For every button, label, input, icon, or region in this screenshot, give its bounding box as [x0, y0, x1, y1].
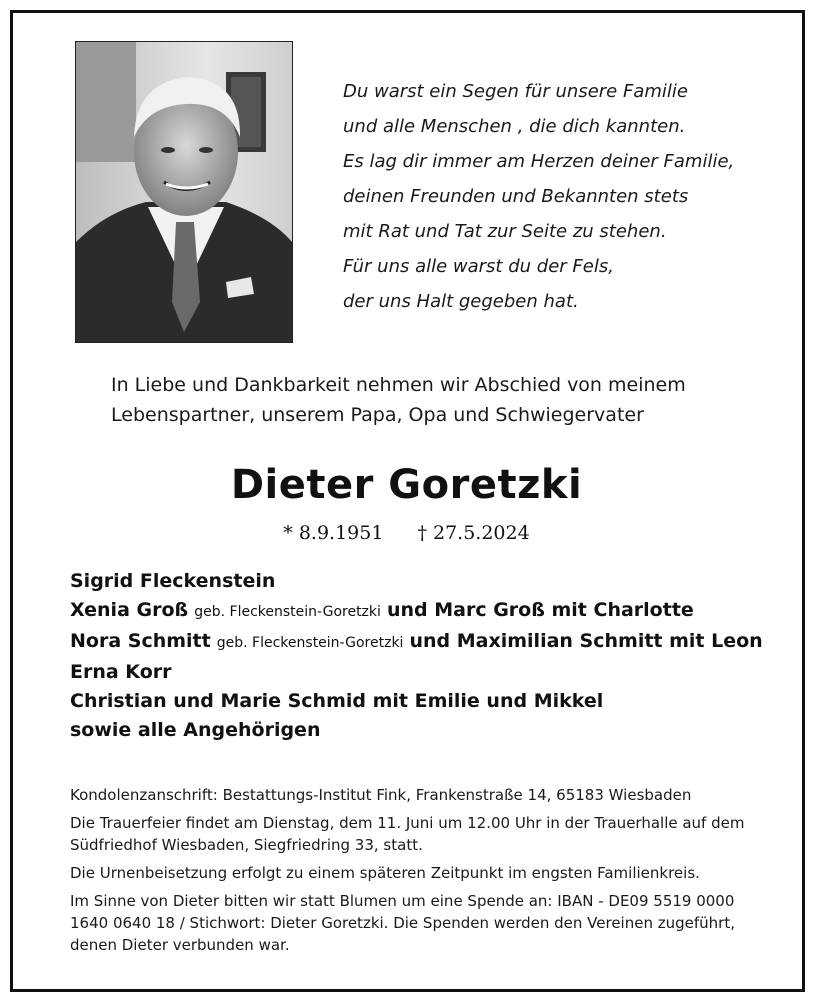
life-dates — [0, 522, 813, 544]
mourner-name: sowie alle Angehörigen — [70, 719, 321, 741]
poem-line: Du warst ein Segen für unsere Familie — [343, 81, 688, 102]
mourner-name: Xenia Groß — [70, 599, 189, 621]
mourner-partner: und Maximilian Schmitt mit Leon — [409, 630, 763, 652]
mourner-name: Erna Korr — [70, 661, 172, 683]
mourner-line — [70, 716, 800, 745]
donation-info: Im Sinne von Dieter bitten wir statt Blumen um eine Spende an: IBAN - DE09 5519 0000 1640 0640 18 / Stichwort: Dieter Goretzki. Die Spenden werden den Vereinen zugeführt, denen Dieter verbunden war. — [70, 892, 735, 954]
mourner-name: Nora Schmitt — [70, 630, 211, 652]
portrait-photo — [75, 41, 293, 343]
mourner-partner: und Marc Groß mit Charlotte — [386, 599, 694, 621]
poem — [343, 74, 783, 319]
poem-line: und alle Menschen , die dich kannten. — [343, 116, 686, 137]
mourner-line — [70, 567, 800, 596]
mourner-line — [70, 687, 800, 716]
poem-line: der uns Halt gegeben hat. — [343, 291, 579, 312]
intro-text — [111, 370, 751, 430]
burial-info: Die Urnenbeisetzung erfolgt zu einem späteren Zeitpunkt im engsten Familienkreis. — [70, 864, 700, 882]
death-date: † 27.5.2024 — [417, 522, 530, 544]
poem-line: deinen Freunden und Bekannten stets — [343, 186, 689, 207]
poem-line: mit Rat und Tat zur Seite zu stehen. — [343, 221, 667, 242]
ceremony-info: Die Trauerfeier findet am Dienstag, dem 11. Juni um 12.00 Uhr in der Trauerhalle auf dem Südfriedhof Wiesbaden, Siegfriedring 33, statt. — [70, 814, 745, 854]
maiden-name: geb. Fleckenstein-Goretzki — [194, 604, 381, 620]
mourner-line — [70, 627, 800, 658]
intro-line: Lebenspartner, unserem Papa, Opa und Schwiegervater — [111, 404, 644, 426]
maiden-name: geb. Fleckenstein-Goretzki — [216, 635, 404, 651]
mourner-line — [70, 658, 800, 687]
birth-date: * 8.9.1951 — [283, 522, 384, 544]
condolence-address: Kondolenzanschrift: Bestattungs-Institut Fink, Frankenstraße 14, 65183 Wiesbaden — [70, 786, 692, 804]
mourner-line — [70, 596, 800, 627]
portrait-photo-icon — [76, 42, 292, 342]
mourner-name: Christian und Marie Schmid mit Emilie und Mikkel — [70, 690, 604, 712]
deceased-name: Dieter Goretzki — [230, 462, 583, 508]
intro-line: In Liebe und Dankbarkeit nehmen wir Abschied von meinem — [111, 374, 686, 396]
mourner-name: Sigrid Fleckenstein — [70, 570, 276, 592]
poem-line: Für uns alle warst du der Fels, — [343, 256, 614, 277]
mourners-list — [70, 567, 800, 745]
info-block — [70, 784, 750, 962]
poem-line: Es lag dir immer am Herzen deiner Familie, — [343, 151, 735, 172]
